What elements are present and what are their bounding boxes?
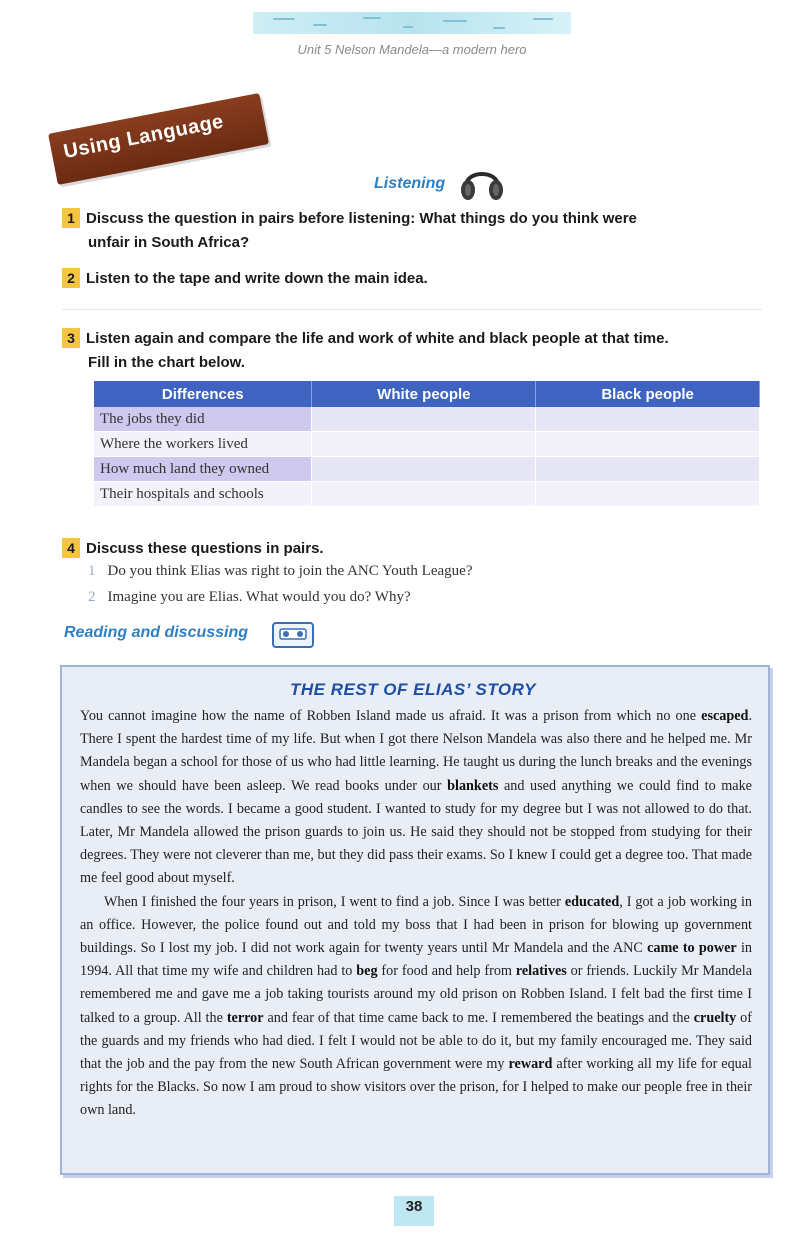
question-text: Imagine you are Elias. What would you do? Why? [107,589,411,605]
text-run: in 1994. All that time my wife and children had to [80,940,752,980]
table-row [94,457,760,482]
task-text: Discuss these questions in pairs. [86,540,324,557]
black-people-cell[interactable] [536,432,760,457]
vocab-word: came to power [647,940,737,957]
task-4 [62,537,767,561]
divider [62,309,762,310]
white-people-cell[interactable] [312,482,536,507]
task-number-badge: 4 [62,538,80,558]
page-number: 38 [394,1196,434,1226]
white-people-cell[interactable] [312,407,536,432]
task-2 [62,267,767,291]
table-row [94,407,760,432]
vocab-word: educated [564,893,620,910]
task-text: Listen again and compare the life and work of white and black people at that time. [86,330,669,347]
task-text-cont: Fill in the chart below. [88,354,245,371]
question-item [88,589,411,606]
black-people-cell[interactable] [536,482,760,507]
text-run: You cannot imagine how the name of Robben Island made us afraid. It was a prison from which no one [80,708,702,724]
vocab-word: blankets [447,777,499,794]
task-text-cont: unfair in South Africa? [88,234,250,251]
task-1 [62,207,767,255]
task-3 [62,327,767,375]
header-band [253,12,571,34]
listening-title: Listening [374,175,446,192]
row-label: Where the workers lived [94,432,312,457]
task-number-badge: 2 [62,268,80,288]
unit-title: Unit 5 Nelson Mandela—a modern hero [297,42,527,57]
using-language-banner [48,93,269,185]
story-text [80,705,752,1123]
paragraph [80,705,752,891]
question-number: 1 [88,563,96,579]
text-run: after working all my life for equal rights for the Blacks. So now I am proud to show visitors over the prison, for I helped to make our people free in their own land. [80,1056,752,1119]
task-number-badge: 1 [62,208,80,228]
text-run: and used anything we could find to make candles to see the words. I became a good student. I wanted to study for my degree but I was not allowed to do that. Later, Mr Mandela allowed the prison guards to join us. He said they should not be stopped from studying for their degrees. They were not cleverer than me, but they did pass their exams. So I knew I could get a degree too. That made me feel good about myself. [80,777,752,887]
banner-label: Using Language [61,110,226,164]
chart-header-cell: Differences [94,381,312,407]
vocab-word: cruelty [693,1009,737,1026]
text-run: , I got a job working in an office. However, the police found out and told my boss that I had been in prison for blowing up government buildings. So I lost my job. I did not work again for twenty years until Mr Mandela and the ANC [80,893,752,957]
question-item [88,563,472,580]
vocab-word: terror [226,1009,264,1026]
text-run: . There I spent the hardest time of my life. But when I got there Nelson Mandela was also there and he helped me. Mr Mandela began a school for those of us who had little learning. He taught us during the lunch breaks and the evenings when we should have been asleep. We read books under our [80,708,752,794]
headphones-icon [458,160,506,202]
text-run: When I finished the four years in prison, I went to find a job. Since I was better [104,893,565,910]
chart-header-cell: White people [312,381,536,407]
white-people-cell[interactable] [312,457,536,482]
chart-header-row [94,381,760,407]
row-label: Their hospitals and schools [94,482,312,507]
text-run: and fear of that time came back to me. I remembered the beatings and the [263,1009,694,1026]
text-run: or friends. Luckily Mr Mandela remembered me and gave me a job taking tourists around my old prison on Robben Island. I felt bad the first time I talked to a group. All the [80,963,752,1026]
paragraph [80,891,752,1123]
vocab-word: escaped [701,708,749,724]
cassette-tape-icon [271,620,315,650]
vocab-word: reward [508,1056,553,1073]
comparison-chart [94,381,760,507]
question-text: Do you think Elias was right to join the ANC Youth League? [107,563,473,579]
task-text: Discuss the question in pairs before listening: What things do you think were [86,210,637,227]
white-people-cell[interactable] [312,432,536,457]
text-run: for food and help from [377,963,516,980]
black-people-cell[interactable] [536,457,760,482]
row-label: The jobs they did [94,407,312,432]
question-number: 2 [88,589,96,605]
table-row [94,432,760,457]
reading-discussing-title: Reading and discussing [64,624,249,641]
chart-header-cell: Black people [536,381,760,407]
task-number-badge: 3 [62,328,80,348]
vocab-word: relatives [515,963,567,980]
black-people-cell[interactable] [536,407,760,432]
row-label: How much land they owned [94,457,312,482]
story-title: THE REST OF ELIAS’ STORY [290,680,536,699]
table-row [94,482,760,507]
vocab-word: beg [356,963,378,980]
text-run: of the guards and my friends who had died. I felt I would not be able to do it, but my family encouraged me. They said that the job and the pay from the new South African government were my [80,1009,752,1073]
task-text: Listen to the tape and write down the main idea. [86,270,428,287]
